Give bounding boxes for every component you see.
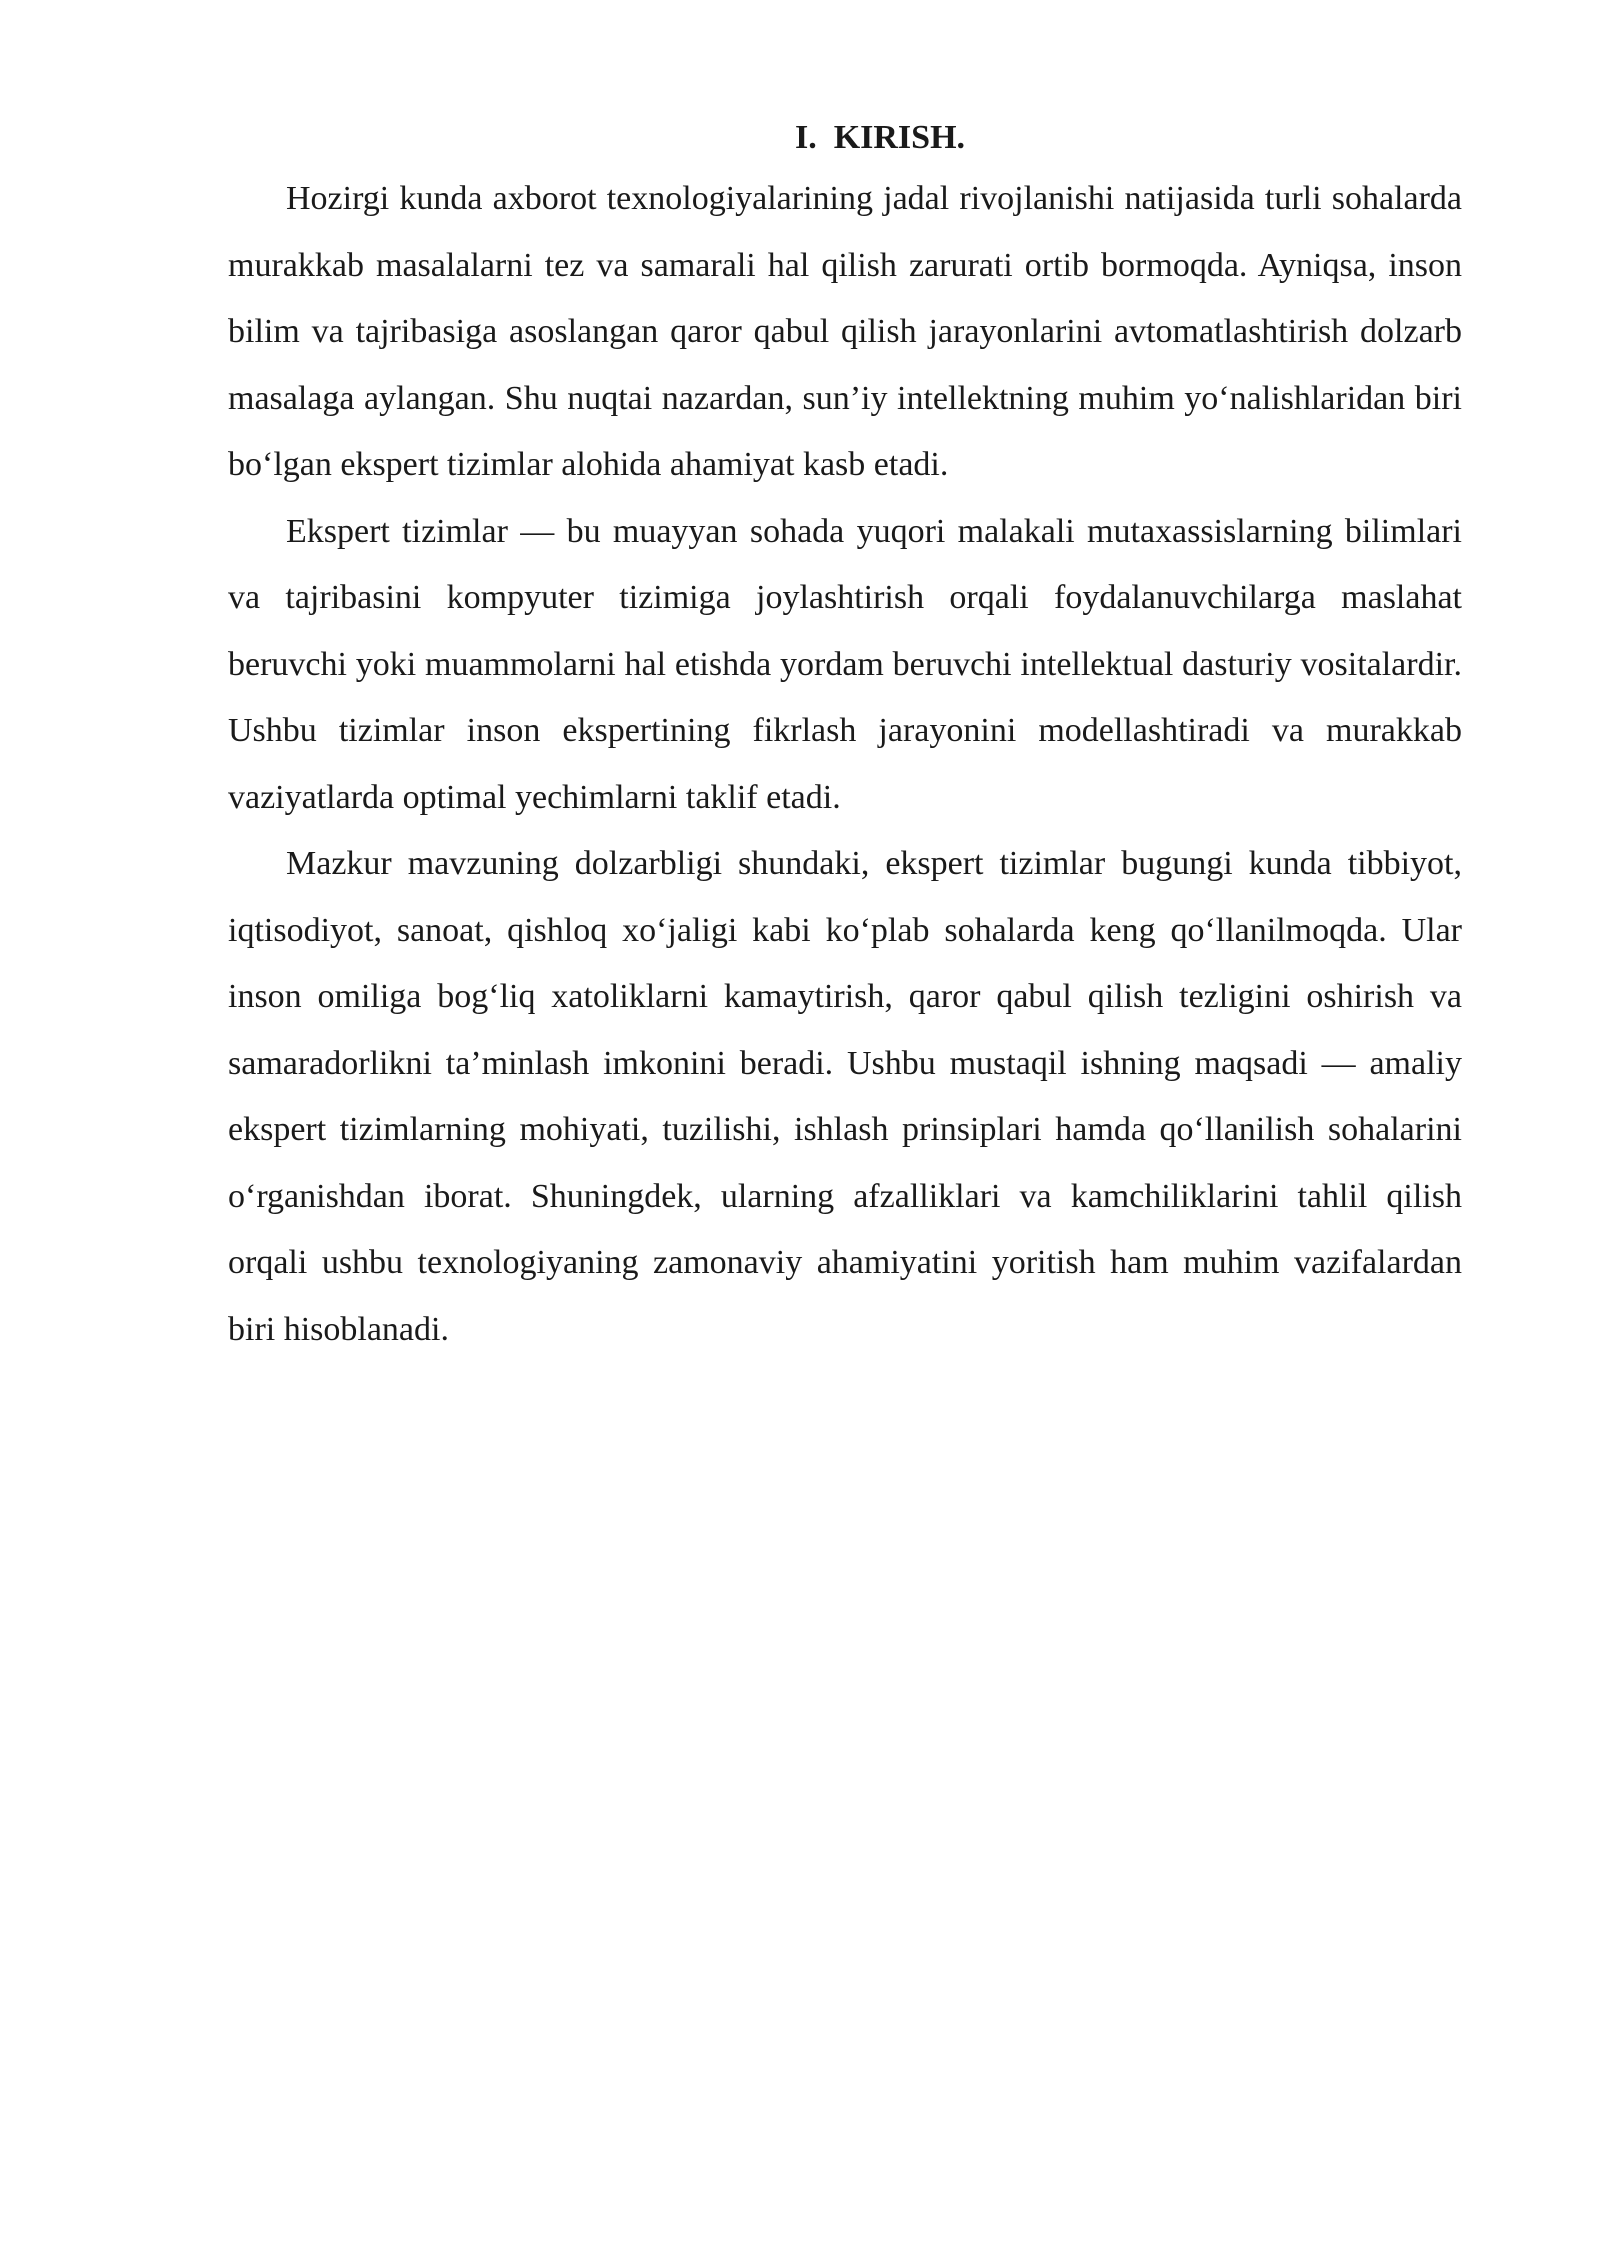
section-heading: I. KIRISH. (794, 119, 966, 156)
paragraph-1: Hozirgi kunda axborot texnologiyalarining jadal rivojlanishi natijasida turli sohalarda murakkab masalalarni tez va samarali hal qilish zarurati ortib bormoqda. Ayniqsa, inson bilim va tajribasiga asoslangan qaror qabul qilish jarayonlarini avtomatlashtirish dolzarb masalaga aylangan. Shu nuqtai nazardan, sun’iy intellektning muhim yo‘nalishlaridan biri bo‘lgan ekspert tizimlar alohida ahamiyat kasb etadi. (228, 180, 1462, 483)
document-body (228, 110, 1462, 1363)
paragraph-3: Mazkur mavzuning dolzarbligi shundaki, ekspert tizimlar bugungi kunda tibbiyot, iqtisodiyot, sanoat, qishloq xo‘jaligi kabi ko‘plab sohalarda keng qo‘llanilmoqda. Ular inson omiliga bog‘liq xatoliklarni kamaytirish, qaror qabul qilish tezligini oshirish va samaradorlikni ta’minlash imkonini beradi. Ushbu mustaqil ishning maqsadi — amaliy ekspert tizimlarning mohiyati, tuzilishi, ishlash prinsiplari hamda qo‘llanilish sohalarini o‘rganishdan iborat. Shuningdek, ularning afzalliklari va kamchiliklarini tahlil qilish orqali ushbu texnologiyaning zamonaviy ahamiyatini yoritish ham muhim vazifalardan biri hisoblanadi. (228, 845, 1462, 1348)
paragraph-2: Ekspert tizimlar — bu muayyan sohada yuqori malakali mutaxassislarning bilimlari va tajribasini kompyuter tizimiga joylashtirish orqali foydalanuvchilarga maslahat beruvchi yoki muammolarni hal etishda yordam beruvchi intellektual dasturiy vositalardir. Ushbu tizimlar inson ekspertining fikrlash jarayonini modellashtiradi va murakkab vaziyatlarda optimal yechimlarni taklif etadi. (228, 512, 1462, 816)
